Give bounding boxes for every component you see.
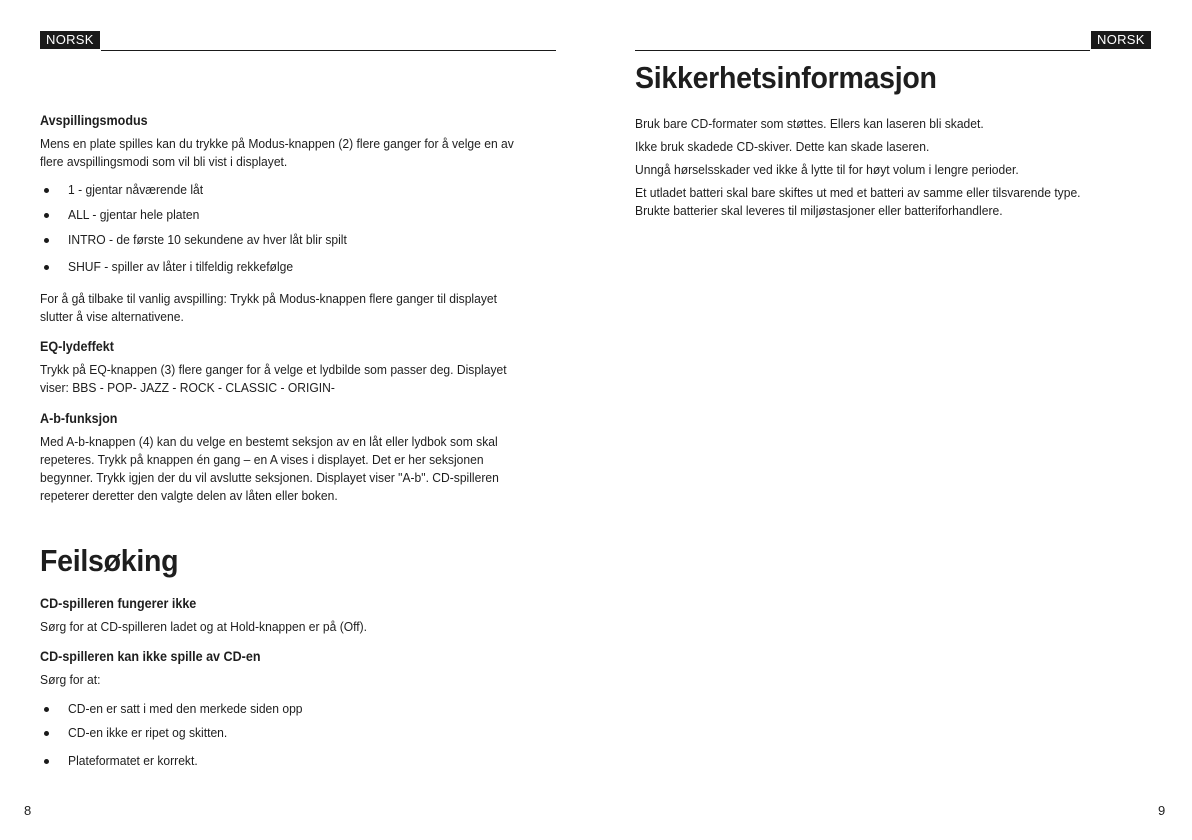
page-title-troubleshooting: Feilsøking [40,543,179,578]
paragraph-line: Mens en plate spilles kan du trykke på Modus-knappen (2) flere ganger for å velge en av [40,136,514,151]
safety-line: Unngå hørselsskader ved ikke å lytte til for høyt volum i lengre perioder. [635,162,1019,177]
bullet-dot [44,707,49,712]
paragraph-line: Med A-b-knappen (4) kan du velge en bestemt seksjon av en låt eller lydbok som skal [40,434,498,449]
bullet-dot [44,238,49,243]
paragraph-line: For å gå tilbake til vanlig avspilling: Trykk på Modus-knappen flere ganger til displayet [40,291,497,306]
bullet-dot [44,759,49,764]
playback-mode-list [40,181,560,283]
list-item: Plateformatet er korrekt. [40,752,560,772]
left-content [40,112,560,772]
language-tag: NORSK [1091,31,1151,49]
paragraph-line: flere avspillingsmodi som vil bli vist i displayet. [40,154,288,169]
safety-line: Et utladet batteri skal bare skiftes ut med et batteri av samme eller tilsvarende type. [635,185,1081,200]
section-heading-eq: EQ-lydeffekt [40,339,114,354]
paragraph-line: Trykk på EQ-knappen (3) flere ganger for å velge et lydbilde som passer deg. Displayet [40,362,507,377]
paragraph-line: Sørg for at: [40,672,101,687]
paragraph-line: viser: BBS - POP- JAZZ - ROCK - CLASSIC - ORIGIN- [40,380,335,395]
section-heading-playback-mode: Avspillingsmodus [40,113,148,128]
safety-line: Bruk bare CD-formater som støttes. Ellers kan laseren bli skadet. [635,116,984,131]
header-rule [101,50,556,51]
list-item: CD-en er satt i med den merkede siden opp [40,700,560,724]
list-item: ALL - gjentar hele platen [40,206,560,231]
right-page [596,0,1192,840]
paragraph-line: repeteres. Trykk på knappen én gang – en A vises i displayet. Det er her seksjonen [40,452,484,467]
page-title-safety-information: Sikkerhetsinformasjon [635,60,937,95]
bullet-dot [44,265,49,270]
list-item: INTRO - de første 10 sekundene av hver låt blir spilt [40,231,560,258]
right-content [635,58,1135,220]
safety-line: Brukte batterier skal leveres til miljøstasjoner eller batteriforhandlere. [635,203,1003,218]
bullet-dot [44,213,49,218]
section-heading-ab-function: A-b-funksjon [40,411,118,426]
bullet-dot [44,731,49,736]
list-item: 1 - gjentar nåværende låt [40,181,560,206]
paragraph-line: repeterer deretter den valgte delen av låten eller boken. [40,488,338,503]
safety-line: Ikke bruk skadede CD-skiver. Dette kan skade laseren. [635,139,930,154]
page-number: 9 [1158,803,1166,818]
header-rule [635,50,1090,51]
troubleshoot-list [40,700,560,772]
troubleshoot-heading-not-working: CD-spilleren fungerer ikke [40,596,197,611]
paragraph-line: Sørg for at CD-spilleren ladet og at Hold-knappen er på (Off). [40,619,368,634]
bullet-dot [44,188,49,193]
list-item: SHUF - spiller av låter i tilfeldig rekkefølge [40,258,560,283]
language-tag: NORSK [40,31,100,49]
paragraph-line: slutter å vise alternativene. [40,309,184,324]
troubleshoot-heading-cannot-play: CD-spilleren kan ikke spille av CD-en [40,649,261,664]
page-number: 8 [24,803,32,818]
paragraph-line: begynner. Trykk igjen der du vil avslutte seksjonen. Displayet viser "A-b". CD-spilleren [40,470,499,485]
list-item: CD-en ikke er ripet og skitten. [40,724,560,752]
